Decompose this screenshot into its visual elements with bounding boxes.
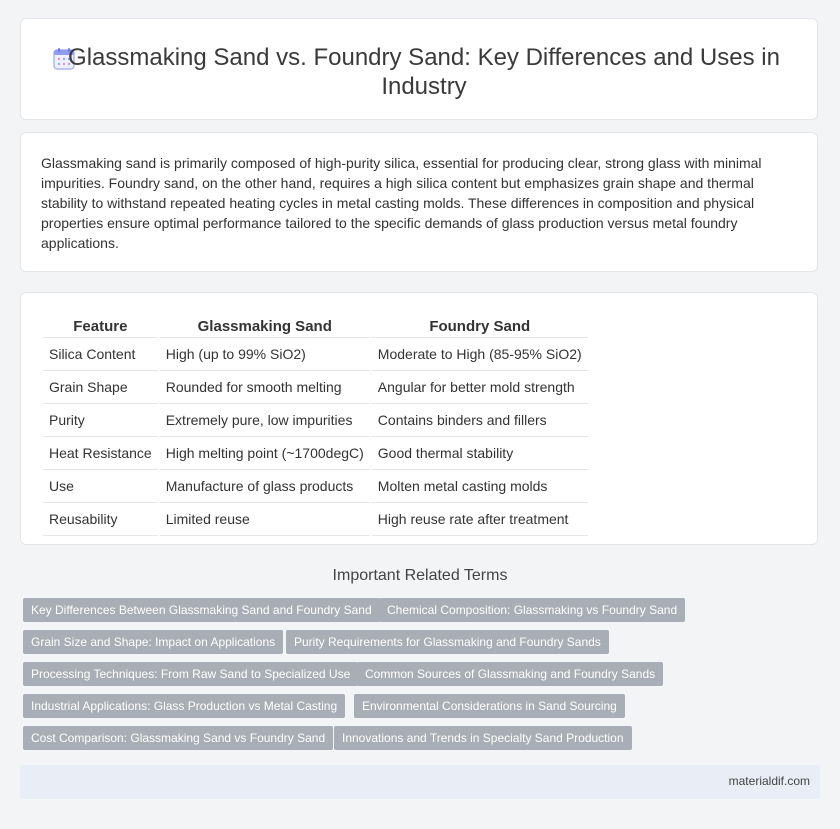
related-term-tag[interactable]: Purity Requirements for Glassmaking and Foundry Sands [286, 630, 609, 654]
page-title: Glassmaking Sand vs. Foundry Sand: Key Differences and Uses in Industry [68, 44, 780, 100]
related-term-tag[interactable]: Innovations and Trends in Specialty Sand Production [334, 726, 632, 750]
table-row [43, 438, 588, 470]
table-cell: Contains binders and fillers [372, 405, 588, 437]
table-cell: Angular for better mold strength [372, 372, 588, 404]
table-cell: High reuse rate after treatment [372, 504, 588, 536]
table-row [43, 471, 588, 503]
intro-paragraph: Glassmaking sand is primarily composed of high-purity silica, essential for producing clear, strong glass with minimal impurities. Foundry sand, on the other hand, requires a high silica content but emphasizes grain shape and thermal stability to withstand repeated heating cycles in metal casting molds. These differences in composition and physical properties ensure optimal performance tailored to the specific demands of glass production versus metal foundry applications. [41, 155, 762, 251]
footer [20, 765, 820, 799]
table-cell: Limited reuse [160, 504, 370, 536]
table-cell: Good thermal stability [372, 438, 588, 470]
table-cell: High (up to 99% SiO2) [160, 339, 370, 371]
table-cell: High melting point (~1700degC) [160, 438, 370, 470]
related-term-tag[interactable]: Grain Size and Shape: Impact on Applications [23, 630, 283, 654]
column-header: Foundry Sand [372, 314, 588, 338]
table-cell: Rounded for smooth melting [160, 372, 370, 404]
table-cell: Moderate to High (85-95% SiO2) [372, 339, 588, 371]
related-term-tag[interactable]: Industrial Applications: Glass Production vs Metal Casting [23, 694, 345, 718]
table-header-row [43, 314, 588, 338]
related-term-tag[interactable]: Environmental Considerations in Sand Sourcing [354, 694, 625, 718]
related-term-tag[interactable]: Chemical Composition: Glassmaking vs Foundry Sand [379, 598, 685, 622]
footer-site-link[interactable]: materialdif.com [728, 774, 810, 788]
related-terms-section [20, 564, 820, 745]
table-row [43, 405, 588, 437]
table-cell: Purity [43, 405, 158, 437]
related-term-tag[interactable]: Processing Techniques: From Raw Sand to Specialized Use [23, 662, 358, 686]
table-cell: Heat Resistance [43, 438, 158, 470]
table-cell: Reusability [43, 504, 158, 536]
comparison-card [20, 292, 818, 545]
table-cell: Manufacture of glass products [160, 471, 370, 503]
related-term-tag[interactable]: Common Sources of Glassmaking and Foundry Sands [357, 662, 663, 686]
table-cell: Silica Content [43, 339, 158, 371]
comparison-table [41, 313, 590, 537]
table-cell: Molten metal casting molds [372, 471, 588, 503]
column-header: Feature [43, 314, 158, 338]
related-term-tag[interactable]: Key Differences Between Glassmaking Sand and Foundry Sand [23, 598, 380, 622]
table-cell: Grain Shape [43, 372, 158, 404]
table-cell: Extremely pure, low impurities [160, 405, 370, 437]
intro-card [20, 132, 818, 272]
header-card [20, 18, 818, 120]
column-header: Glassmaking Sand [160, 314, 370, 338]
related-term-tag[interactable]: Cost Comparison: Glassmaking Sand vs Foundry Sand [23, 726, 333, 750]
table-row [43, 372, 588, 404]
table-row [43, 504, 588, 536]
table-cell: Use [43, 471, 158, 503]
related-terms-title: Important Related Terms [332, 567, 508, 584]
table-row [43, 339, 588, 371]
